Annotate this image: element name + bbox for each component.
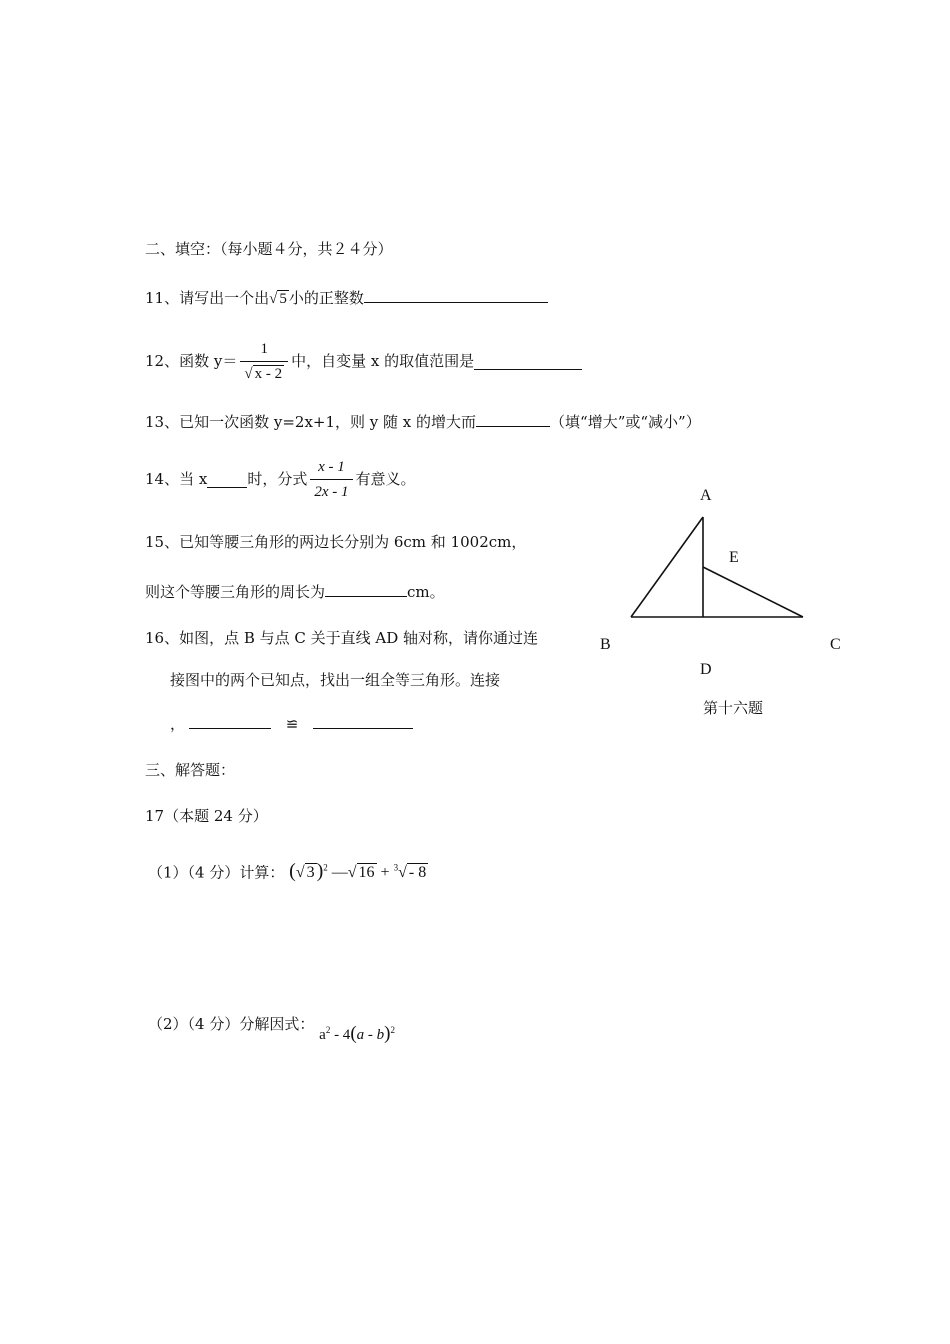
q11-radicand: 5 [279, 291, 287, 307]
question-11 [145, 286, 548, 309]
p2-minus-4: - 4 [330, 1027, 351, 1043]
q14-fraction [310, 458, 352, 501]
cube-root-index: 3 [393, 863, 399, 873]
label-E: E [729, 549, 739, 566]
segment-AB [631, 517, 703, 617]
triangle-figure [620, 505, 820, 630]
question-17-part2 [148, 1010, 395, 1044]
q12-answer-blank[interactable] [474, 353, 582, 370]
q15-text-post: cm。 [407, 583, 445, 601]
p2-a: a [319, 1027, 326, 1043]
q16-comma: ， [170, 715, 186, 733]
p2-paren-content: a - b [356, 1027, 385, 1043]
q12-denominator: √ x - 2 [244, 365, 283, 382]
q14-denominator: 2x - 1 [314, 483, 349, 500]
segment-EC [703, 567, 803, 617]
question-17-part1 [148, 858, 428, 883]
q15-answer-blank[interactable] [325, 580, 407, 597]
label-C: C [830, 636, 841, 653]
section3-heading: 三、解答题： [145, 761, 236, 779]
q14-numerator: x - 1 [310, 458, 352, 480]
q12-text-post: 中，自变量 x 的取值范围是 [291, 352, 475, 370]
question-16-line2: 接图中的两个已知点，找出一组全等三角形。连接 [170, 671, 501, 689]
cbrt-radicand: - 8 [408, 864, 427, 882]
q14-text-post: 有意义。 [355, 470, 416, 488]
q14-answer-blank[interactable] [207, 471, 247, 488]
congruent-symbol: ≌ [285, 715, 299, 733]
q15-text-pre: 则这个等腰三角形的周长为 [145, 583, 326, 601]
q11-answer-blank[interactable] [364, 286, 548, 303]
p2-power-2: 2 [390, 1025, 395, 1035]
q12-fraction [240, 340, 288, 383]
q17-p2-label: （2）（4 分）分解因式： [148, 1015, 315, 1033]
q12-numerator: 1 [240, 340, 288, 362]
question-13 [145, 410, 701, 432]
minus-sign: — [331, 864, 348, 882]
q14-text-mid: 时，分式 [247, 470, 308, 488]
question-15-line1: 15、已知等腰三角形的两边长分别为 6cm 和 1002cm， [145, 533, 527, 551]
plus-sign: + [380, 864, 390, 882]
label-A: A [700, 487, 712, 504]
q11-text-pre: 11、请写出一个出 [145, 289, 270, 307]
q12-radicand: x - 2 [254, 365, 283, 382]
power-2: 2 [323, 863, 328, 873]
sqrt5-expression: √ 5 [269, 291, 287, 307]
label-D: D [700, 661, 712, 678]
q13-text-pre: 13、已知一次函数 y=2x+1，则 y 随 x 的增大而 [145, 413, 477, 431]
figure-caption: 第十六题 [703, 699, 764, 717]
q17-p1-label: （1）（4 分）计算： [148, 863, 285, 882]
p2-power-1: 2 [325, 1025, 331, 1035]
q16-answer-blank-2[interactable] [313, 712, 413, 729]
question-15-line2 [145, 580, 445, 602]
question-16-line3 [170, 712, 413, 734]
question-12 [145, 336, 582, 386]
sqrt16-radicand: 16 [358, 864, 375, 882]
q14-text-pre: 14、当 x [145, 470, 208, 488]
q12-text-pre: 12、函数 y＝ [145, 352, 238, 370]
sqrt3-radicand: 3 [306, 864, 315, 882]
question-17-title: 17（本题 24 分） [145, 807, 268, 825]
section2-heading: 二、填空：（每小题４分，共２４分） [145, 240, 393, 258]
label-B: B [600, 636, 611, 653]
q16-answer-blank-1[interactable] [189, 712, 271, 729]
q17-p2-expression: $a^2 - 4(a - b)^2$ [319, 1023, 395, 1044]
q13-text-post: （填“增大”或“减小”） [550, 413, 701, 431]
q13-answer-blank[interactable] [476, 410, 550, 427]
q11-text-post: 小的正整数 [288, 289, 364, 307]
question-16-line1: 16、如图，点 B 与点 C 关于直线 AD 轴对称，请你通过连 [145, 629, 539, 647]
question-14 [145, 456, 416, 502]
q17-p1-expression: (√ 3 )$^2$ —√ 16 + $^3$√ - 8 [289, 860, 427, 883]
